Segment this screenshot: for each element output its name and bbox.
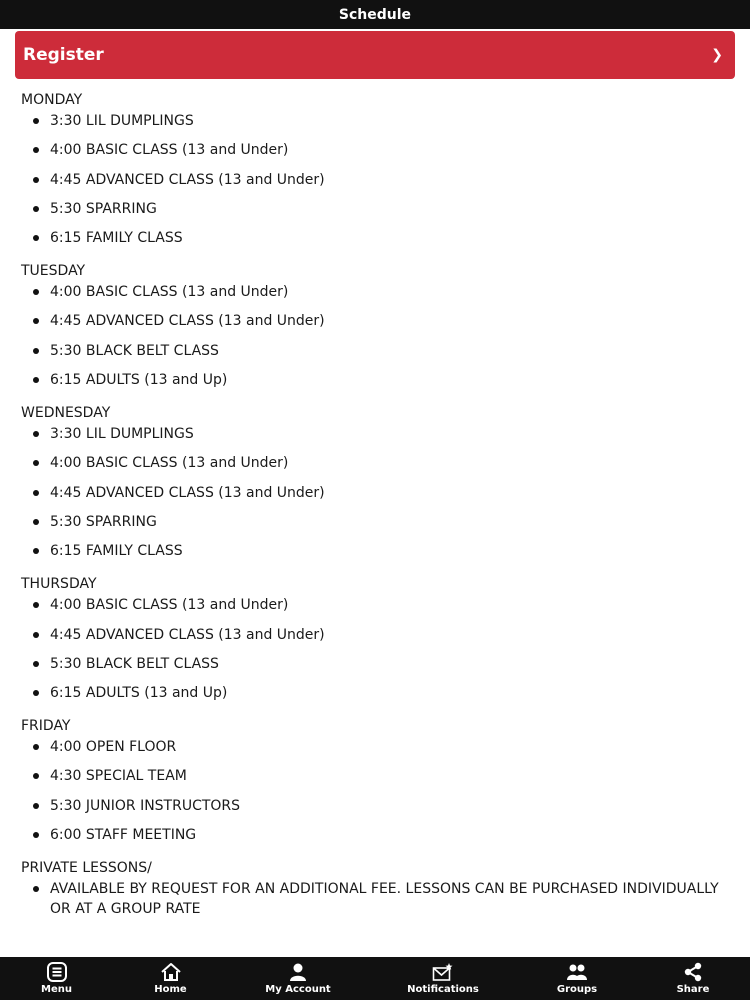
list-item: 4:45 ADVANCED CLASS (13 and Under) xyxy=(21,483,734,503)
list-item: 4:00 BASIC CLASS (13 and Under) xyxy=(21,453,734,473)
tab-label: Home xyxy=(154,984,187,995)
list-item: AVAILABLE BY REQUEST FOR AN ADDITIONAL FEE. LESSONS CAN BE PURCHASED INDIVIDUALLY OR AT A GROUP RATE xyxy=(21,879,734,919)
list-item: 4:45 ADVANCED CLASS (13 and Under) xyxy=(21,625,734,645)
list-item: 5:30 JUNIOR INSTRUCTORS xyxy=(21,796,734,816)
class-list xyxy=(21,424,734,561)
class-list xyxy=(21,737,734,845)
tab-label: Menu xyxy=(41,984,72,995)
tab-label: Groups xyxy=(556,984,598,995)
user-icon xyxy=(287,962,309,982)
class-list xyxy=(21,595,734,703)
tab-share[interactable] xyxy=(636,957,750,1000)
bottom-tab-bar xyxy=(0,957,750,1000)
tab-my-account[interactable] xyxy=(228,957,368,1000)
list-item: 4:45 ADVANCED CLASS (13 and Under) xyxy=(21,311,734,331)
home-icon xyxy=(160,962,182,982)
group-icon xyxy=(566,962,588,982)
class-list xyxy=(21,879,734,919)
list-item: 5:30 SPARRING xyxy=(21,199,734,219)
day-title: TUESDAY xyxy=(21,263,86,280)
list-item: 5:30 BLACK BELT CLASS xyxy=(21,654,734,674)
register-button[interactable] xyxy=(15,31,735,79)
list-item: 6:15 FAMILY CLASS xyxy=(21,541,734,561)
day-title: THURSDAY xyxy=(21,576,97,593)
list-item: 6:15 ADULTS (13 and Up) xyxy=(21,370,734,390)
list-item: 4:00 OPEN FLOOR xyxy=(21,737,734,757)
day-section-tuesday xyxy=(21,260,734,390)
tab-label: Notifications xyxy=(407,984,479,995)
list-item: 4:30 SPECIAL TEAM xyxy=(21,766,734,786)
schedule-content[interactable] xyxy=(0,79,750,957)
list-item: 3:30 LIL DUMPLINGS xyxy=(21,424,734,444)
list-item: 3:30 LIL DUMPLINGS xyxy=(21,111,734,131)
class-list xyxy=(21,111,734,248)
day-section-thursday xyxy=(21,573,734,703)
day-section-friday xyxy=(21,715,734,845)
list-item: 4:00 BASIC CLASS (13 and Under) xyxy=(21,140,734,160)
tab-home[interactable] xyxy=(113,957,228,1000)
day-title: FRIDAY xyxy=(21,718,71,735)
list-item: 6:00 STAFF MEETING xyxy=(21,825,734,845)
day-section-private-lessons xyxy=(21,857,734,919)
list-item: 4:45 ADVANCED CLASS (13 and Under) xyxy=(21,170,734,190)
tab-label: Share xyxy=(676,984,710,995)
tab-groups[interactable] xyxy=(518,957,636,1000)
tab-notifications[interactable] xyxy=(368,957,518,1000)
list-item: 6:15 ADULTS (13 and Up) xyxy=(21,683,734,703)
day-title: WEDNESDAY xyxy=(21,405,111,422)
list-item: 6:15 FAMILY CLASS xyxy=(21,228,734,248)
chevron-right-icon: ❯ xyxy=(711,47,723,63)
class-list xyxy=(21,282,734,390)
day-title: MONDAY xyxy=(21,92,83,108)
register-label: Register xyxy=(23,45,104,65)
share-icon xyxy=(682,962,704,982)
day-title: PRIVATE LESSONS/ xyxy=(21,860,152,877)
list-item: 5:30 BLACK BELT CLASS xyxy=(21,341,734,361)
day-section-monday xyxy=(21,89,734,248)
title-bar xyxy=(0,0,750,29)
tab-label: My Account xyxy=(265,984,331,995)
list-item: 4:00 BASIC CLASS (13 and Under) xyxy=(21,282,734,302)
menu-icon xyxy=(46,962,68,982)
tab-menu[interactable] xyxy=(0,957,113,1000)
list-item: 5:30 SPARRING xyxy=(21,512,734,532)
day-section-wednesday xyxy=(21,402,734,561)
envelope-star-icon xyxy=(432,962,454,982)
list-item: 4:00 BASIC CLASS (13 and Under) xyxy=(21,595,734,615)
page-title: Schedule xyxy=(338,6,412,23)
